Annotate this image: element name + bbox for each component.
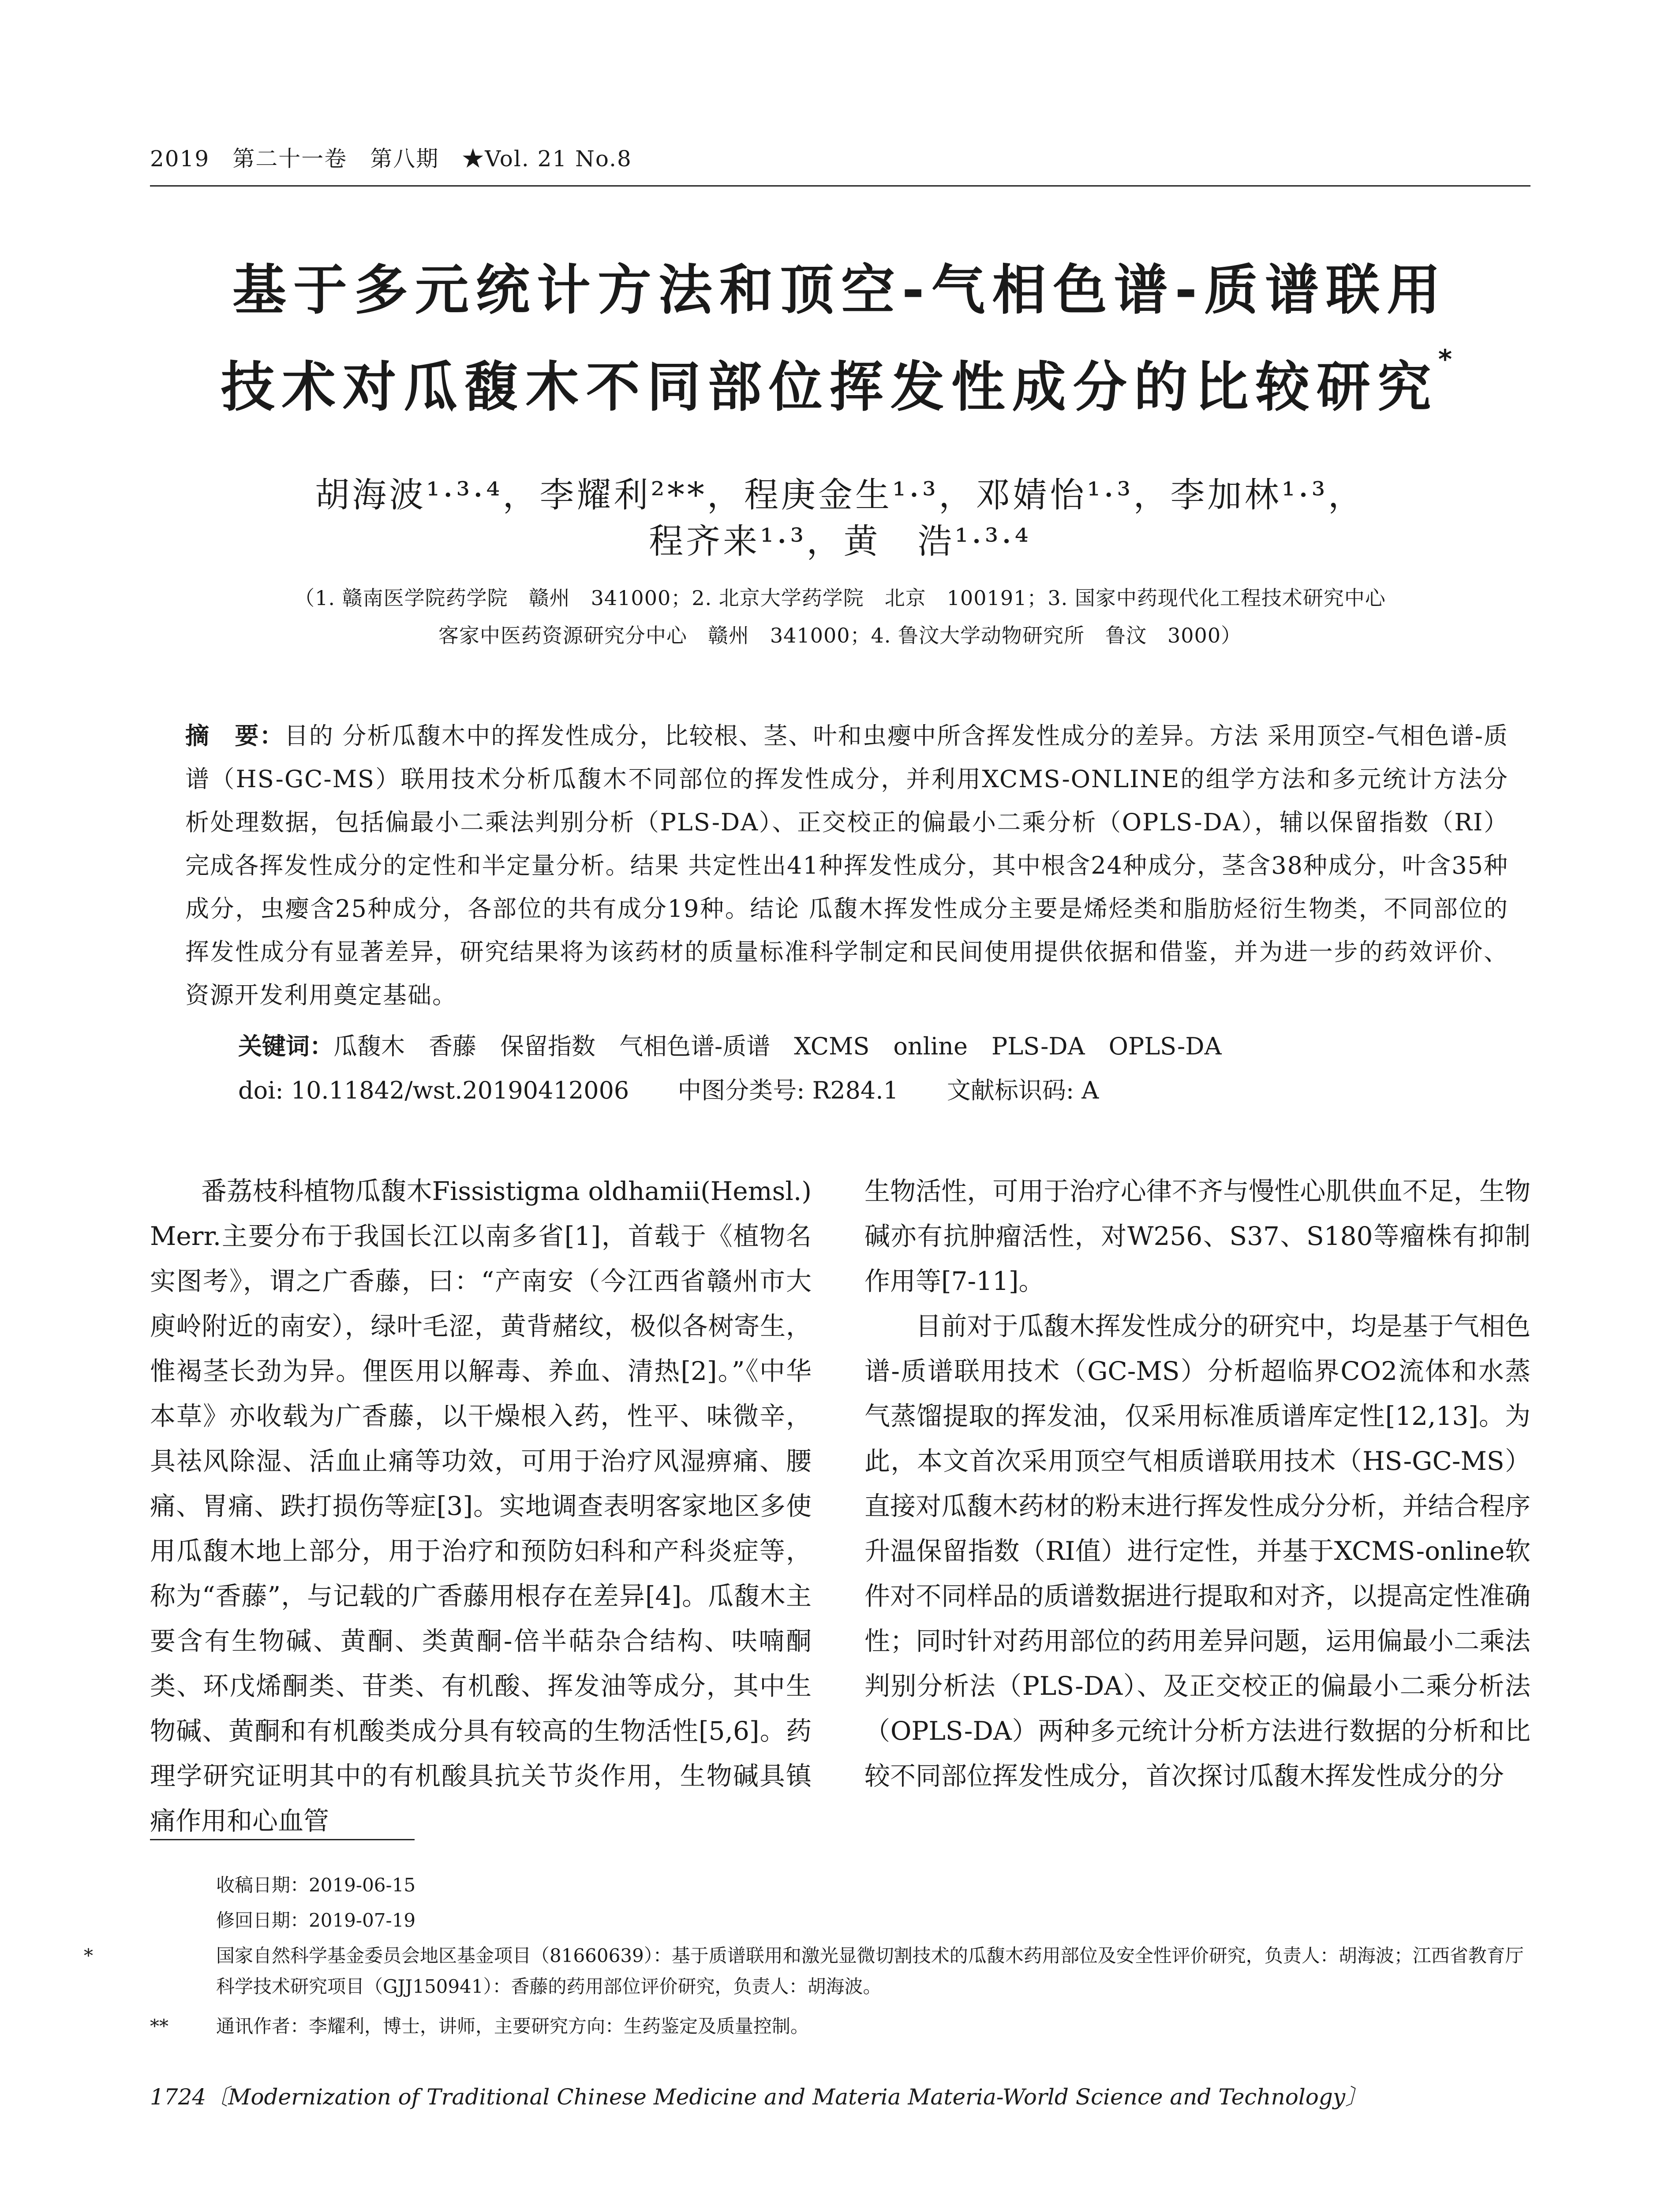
keywords	[238, 1028, 1222, 1061]
footnote-rule	[150, 1839, 415, 1840]
body-paragraph: 生物活性，可用于治疗心律不齐与慢性心肌供血不足，生物碱亦有抗肿瘤活性，对W256、S37、S180等瘤株有抑制作用等[7-11]。	[864, 1176, 1530, 1296]
corresponding-mark: **	[150, 2015, 168, 2037]
clc-number: 中图分类号: R284.1	[677, 1076, 898, 1104]
header-rule	[150, 185, 1530, 187]
received-date: 收稿日期：2019-06-15	[216, 1874, 416, 1896]
funding-note	[84, 1940, 1530, 2002]
body-column-right	[864, 1169, 1530, 1798]
authors-line-2: 程齐来¹·³，黄 浩¹·³·⁴	[649, 522, 1031, 561]
funding-mark: *	[84, 1945, 93, 1966]
keywords-text: 瓜馥木 香藤 保留指数 气相色谱-质谱 XCMS online PLS-DA OPLS-DA	[333, 1032, 1222, 1060]
corresponding-text: 通讯作者：李耀利，博士，讲师，主要研究方向：生药鉴定及质量控制。	[216, 2015, 809, 2037]
authors-line-1: 胡海波¹·³·⁴，李耀利²**，程庚金生¹·³，邓婧怡¹·³，李加林¹·³，	[315, 475, 1365, 515]
affiliations-line-2: 客家中医药资源研究分中心 赣州 341000；4. 鲁汶大学动物研究所 鲁汶 3000）	[438, 624, 1242, 647]
running-head: 2019 第二十一卷 第八期 ★Vol. 21 No.8	[150, 146, 632, 172]
article-meta	[238, 1072, 1147, 1106]
affiliations-line-1: （1. 赣南医学院药学院 赣州 341000；2. 北京大学药学院 北京 100191；3. 国家中药现代化工程技术研究中心	[294, 586, 1386, 610]
corresponding-author-note	[150, 2011, 809, 2042]
article-title-line-2: 技术对瓜馥木不同部位挥发性成分的比较研究*	[221, 344, 1459, 419]
body-paragraph: 番荔枝科植物瓜馥木Fissistigma oldhamii(Hemsl.) Merr.主要分布于我国长江以南多省[1]，首载于《植物名实图考》，谓之广香藤，曰：“产南安（今江西省赣州市大庾岭附近的南安），绿叶毛涩，黄背赭纹，极似各树寄生，惟褐茎长劲为异。俚医用以解毒、养血、清热[2]。”《中华本草》亦收载为广香藤，以干燥根入药，性平、味微辛，具祛风除湿、活血止痛等功效，可用于治疗风湿痹痛、腰痛、胃痛、跌打损伤等症[3]。实地调查表明客家地区多使用瓜馥木地上部分，用于治疗和预防妇科和产科炎症等，称为“香藤”，与记载的广香藤用根存在差异[4]。瓜馥木主要含有生物碱、黄酮、类黄酮-倍半萜杂合结构、呋喃酮类、环戊烯酮类、苷类、有机酸、挥发油等成分，其中生物碱、黄酮和有机酸类成分具有较高的生物活性[5,6]。药理学研究证明其中的有机酸具抗关节炎作用，生物碱具镇痛作用和心血管	[150, 1176, 812, 1836]
page-footer: 1724〔Modernization of Traditional Chinese Medicine and Materia Materia-World Science and Technology〕	[150, 2084, 1368, 2110]
funding-text: 国家自然科学基金委员会地区基金项目（81660639）：基于质谱联用和激光显微切割技术的瓜馥木药用部位及安全性评价研究，负责人：胡海波；江西省教育厅科学技术研究项目（GJJ150941）：香藤的药用部位评价研究，负责人：胡海波。	[216, 1945, 1524, 1997]
abstract-label: 摘 要：	[185, 722, 284, 750]
doi: doi: 10.11842/wst.20190412006	[238, 1076, 629, 1104]
body-paragraph: 目前对于瓜馥木挥发性成分的研究中，均是基于气相色谱-质谱联用技术（GC-MS）分析超临界CO2流体和水蒸气蒸馏提取的挥发油，仅采用标准质谱库定性[12,13]。为此，本文首次采用顶空气相质谱联用技术（HS-GC-MS）直接对瓜馥木药材的粉末进行挥发性成分分析，并结合程序升温保留指数（RI值）进行定性，并基于XCMS-online软件对不同样品的质谱数据进行提取和对齐，以提高定性准确性；同时针对药用部位的药用差异问题，运用偏最小二乘法判别分析法（PLS-DA）、及正交校正的偏最小二乘分析法（OPLS-DA）两种多元统计分析方法进行数据的分析和比较不同部位挥发性成分，首次探讨瓜馥木挥发性成分的分	[864, 1311, 1530, 1791]
abstract-text: 目的 分析瓜馥木中的挥发性成分，比较根、茎、叶和虫瘿中所含挥发性成分的差异。方法 采用顶空-气相色谱-质谱（HS-GC-MS）联用技术分析瓜馥木不同部位的挥发性成分，并利用XCMS-ONLINE的组学方法和多元统计方法分析处理数据，包括偏最小二乘法判别分析（PLS-DA）、正交校正的偏最小二乘分析（OPLS-DA），辅以保留指数（RI）完成各挥发性成分的定性和半定量分析。结果 共定性出41种挥发性成分，其中根含24种成分，茎含38种成分，叶含35种成分，虫瘿含25种成分，各部位的共有成分19种。结论 瓜馥木挥发性成分主要是烯烃类和脂肪烃衍生物类，不同部位的挥发性成分有显著差异，研究结果将为该药材的质量标准科学制定和民间使用提供依据和借鉴，并为进一步的药效评价、资源开发利用奠定基础。	[185, 722, 1508, 1009]
body-column-left	[150, 1169, 812, 1843]
title-footnote-mark: *	[1438, 344, 1459, 375]
article-title-line-1: 基于多元统计方法和顶空-气相色谱-质谱联用	[232, 259, 1448, 321]
abstract	[185, 714, 1508, 1017]
revised-date: 修回日期：2019-07-19	[216, 1910, 416, 1931]
keywords-label: 关键词：	[238, 1032, 333, 1060]
document-code: 文献标识码: A	[947, 1076, 1099, 1104]
